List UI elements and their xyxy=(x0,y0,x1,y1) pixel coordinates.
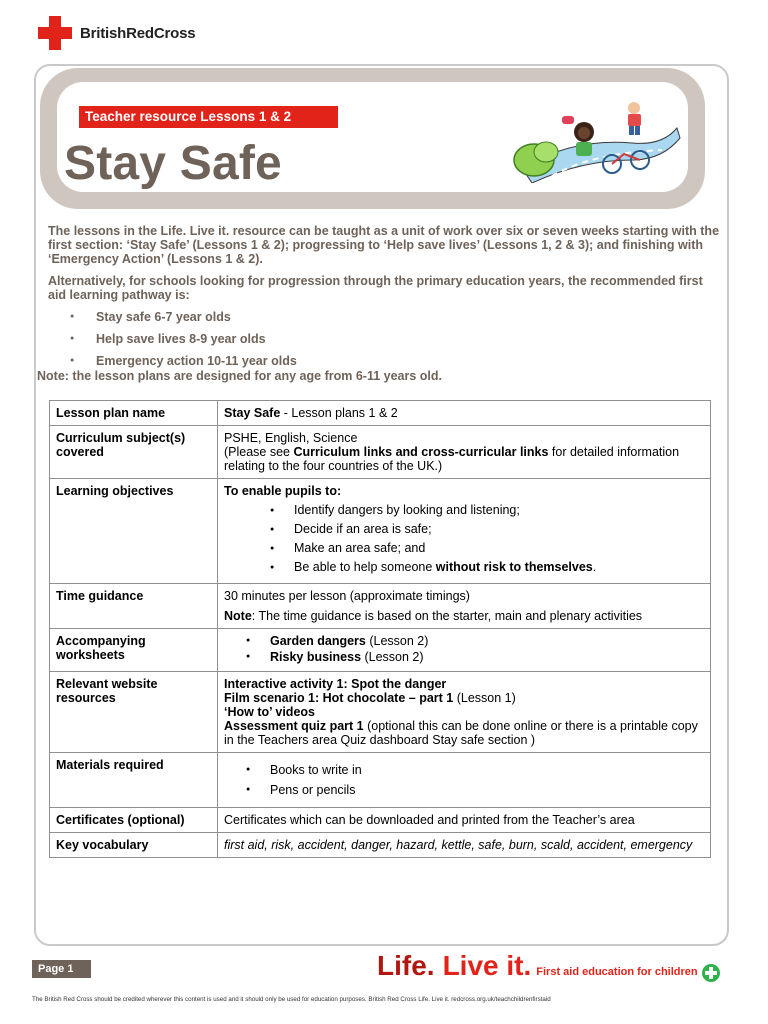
worksheets-list xyxy=(224,634,704,666)
row-key: Relevant website resources xyxy=(50,672,218,753)
table-row xyxy=(50,833,711,858)
row-value: 30 minutes per lesson (approximate timings) Note: The time guidance is based on the starter, main and plenary activities xyxy=(218,584,711,629)
footer-credit: The British Red Cross should be credited wherever this content is used and it should only be used for education purposes. British Red Cross Life. Live it. redcross.org.uk/teachchildrenfirstaid xyxy=(32,996,551,1003)
red-cross-icon xyxy=(38,16,72,50)
list-item: ● Books to write in xyxy=(224,762,704,782)
interactive-activity-link[interactable]: Interactive activity 1: Spot the danger xyxy=(224,677,447,691)
row-value xyxy=(218,753,711,808)
row-value: PSHE, English, Science (Please see Curriculum links and cross-curricular links for detailed information relating to the four countries of the UK.) xyxy=(218,426,711,479)
row-key: Time guidance xyxy=(50,584,218,629)
list-item: ● Pens or pencils xyxy=(224,782,704,802)
row-value: first aid, risk, accident, danger, hazard, kettle, safe, burn, scald, accident, emergency xyxy=(218,833,711,858)
film-scenario-link[interactable]: Film scenario 1: Hot chocolate – part 1 xyxy=(224,691,454,705)
table-row xyxy=(50,401,711,426)
objectives-list xyxy=(224,502,704,578)
list-item: ● Be able to help someone without risk to themselves. xyxy=(224,559,704,578)
row-value: Interactive activity 1: Spot the danger Film scenario 1: Hot chocolate – part 1 (Lesson 1) ‘How to’ videos Assessment quiz part 1 (optional this can be done online or there is a printable copy in the Teachers area Quiz dashboard Stay safe section ) xyxy=(218,672,711,753)
worksheet-link[interactable]: ● Risky business (Lesson 2) xyxy=(224,650,704,666)
pathway-item: ● Stay safe 6-7 year olds xyxy=(70,308,297,330)
table-row xyxy=(50,479,711,584)
worksheet-link[interactable]: ● Garden dangers (Lesson 2) xyxy=(224,634,704,650)
assessment-quiz-link[interactable]: Assessment quiz part 1 xyxy=(224,719,364,733)
table-row xyxy=(50,426,711,479)
row-key: Certificates (optional) xyxy=(50,808,218,833)
list-item: ● Identify dangers by looking and listening; xyxy=(224,502,704,521)
row-key: Learning objectives xyxy=(50,479,218,584)
row-value: To enable pupils to: ● Identify dangers by looking and listening; ● Decide if an area is safe; ● Make an area safe; and ● Be able to help someone without risk to themselves. xyxy=(218,479,711,584)
table-row xyxy=(50,584,711,629)
page-title: Stay Safe xyxy=(64,137,282,190)
plus-icon xyxy=(702,964,720,982)
pathway-list xyxy=(70,308,297,374)
row-key: Lesson plan name xyxy=(50,401,218,426)
life-live-it-logo: Life. Live it. First aid education for children xyxy=(377,950,698,981)
lesson-plan-table xyxy=(49,400,711,858)
page-number: Page 1 xyxy=(32,960,91,978)
table-row xyxy=(50,753,711,808)
row-value xyxy=(218,629,711,672)
intro-text xyxy=(48,224,723,310)
how-to-videos-link[interactable]: ‘How to’ videos xyxy=(224,705,315,719)
intro-paragraph-1: The lessons in the Life. Live it. resource can be taught as a unit of work over six or seven weeks starting with the first section: ‘Stay Safe’ (Lessons 1 & 2); progressing to ‘Help save lives’ (Lessons 1, 2 & 3); and finishing with ‘Emergency Action’ (Lessons 1 & 2). xyxy=(48,224,720,266)
row-key: Materials required xyxy=(50,753,218,808)
road-safety-illustration xyxy=(512,98,682,183)
row-key: Curriculum subject(s) covered xyxy=(50,426,218,479)
pathway-item: ● Help save lives 8-9 year olds xyxy=(70,330,297,352)
british-red-cross-logo xyxy=(38,16,195,50)
row-key: Key vocabulary xyxy=(50,833,218,858)
age-note: Note: the lesson plans are designed for any age from 6-11 years old. xyxy=(37,369,442,383)
table-row xyxy=(50,808,711,833)
intro-paragraph-2: Alternatively, for schools looking for progression through the primary education years, the recommended first aid learning pathway is: xyxy=(48,274,703,302)
table-row xyxy=(50,629,711,672)
table-row xyxy=(50,672,711,753)
row-value: Certificates which can be downloaded and printed from the Teacher’s area xyxy=(218,808,711,833)
list-item: ● Decide if an area is safe; xyxy=(224,521,704,540)
resource-tag: Teacher resource Lessons 1 & 2 xyxy=(79,106,338,128)
row-value: Stay Safe - Lesson plans 1 & 2 xyxy=(218,401,711,426)
list-item: ● Make an area safe; and xyxy=(224,540,704,559)
pathway-item: ● Emergency action 10-11 year olds xyxy=(70,352,297,374)
logo-text: BritishRedCross xyxy=(80,24,196,42)
materials-list xyxy=(224,762,704,802)
curriculum-links-link[interactable]: Curriculum links and cross-curricular links xyxy=(293,445,549,459)
row-key: Accompanying worksheets xyxy=(50,629,218,672)
